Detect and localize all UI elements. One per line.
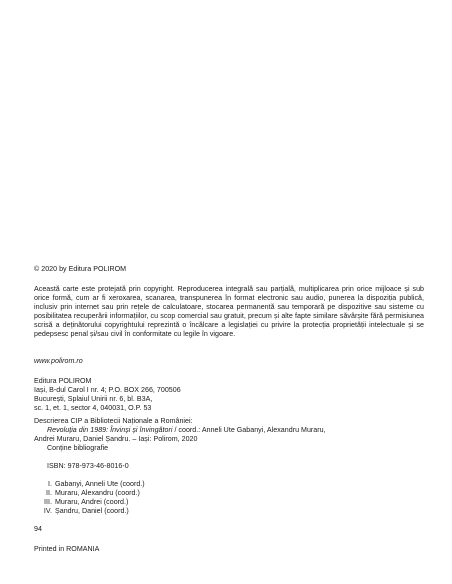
cip-description (34, 417, 424, 471)
cip-bibliography-note: Conține bibliografie (47, 444, 109, 453)
isbn: ISBN: 978-973-46-8016-0 (47, 462, 129, 471)
cip-title-line-2: Andrei Muraru, Daniel Șandru. – Iași: Polirom, 2020 (34, 435, 198, 444)
list-item (34, 498, 424, 507)
entry-text: Muraru, Alexandru (coord.) (55, 489, 140, 498)
classification-number: 94 (34, 525, 42, 533)
list-item (34, 489, 424, 498)
entry-number: III. (44, 498, 52, 507)
copyright-notice (34, 285, 424, 340)
notice-line: punerea la dispoziția publică, inclusiv prin internet sau prin rețele de calculatoare, stocarea permanentă (34, 294, 424, 312)
cip-heading: Descrierea CIP a Bibliotecii Naționale a României: (34, 417, 193, 425)
entry-text: Gabanyi, Anneli Ute (coord.) (55, 480, 145, 488)
notice-line: sau gratuit, precum și alte fapte similare săvârșite fără permisiunea scrisă a deținătorului copyrightului (34, 312, 425, 330)
address-bucuresti-line-2: sc. 1, et. 1, sector 4, 040031, O.P. 53 (34, 404, 152, 413)
copyright-line: © 2020 by Editura POLIROM (34, 265, 127, 273)
notice-line: și/sau civil în conformitate cu legile în vigoare. (89, 330, 236, 339)
notice-line: Această carte este protejată prin copyright. Reproducerea integrală sau parțială, multiplicarea prin orice (34, 285, 373, 293)
entry-text: Șandru, Daniel (coord.) (55, 507, 129, 516)
entry-number: IV. (43, 507, 52, 516)
notice-line: reprezintă o încălcare a legislației cu privire la protecția proprietății intelectuale și se pedepsesc penal (34, 321, 424, 339)
cip-title-line (34, 426, 424, 435)
publisher-name: Editura POLIROM (34, 377, 92, 385)
publisher-address (34, 377, 424, 413)
notice-line: mijloace și sub orice formă, cum ar fi xeroxarea, scanarea, transpunerea în format electronic sau audio, (34, 285, 424, 303)
address-iasi: Iași, B-dul Carol I nr. 4; P.O. BOX 266, 700506 (34, 386, 181, 395)
entry-text: Muraru, Andrei (coord.) (55, 498, 129, 507)
book-coordinators: / coord.: Anneli Ute Gabanyi, Alexandru Muraru, (172, 426, 326, 435)
entry-number: II. (46, 489, 52, 498)
book-title: Revoluția din 1989: Învinși și învingători (47, 426, 173, 435)
publisher-website: www.polirom.ro (34, 357, 83, 365)
list-item (34, 507, 424, 516)
printed-in: Printed in ROMANIA (34, 545, 100, 553)
notice-line: sau temporară pe dispozitive sau sisteme cu posibilitatea recuperării informațiilor, cu scop comercial (34, 303, 424, 321)
entry-number: I. (48, 480, 52, 488)
address-bucuresti-line-1: București, Splaiul Unirii nr. 6, bl. B3A, (34, 395, 153, 404)
coordinator-entries (34, 480, 424, 516)
list-item (34, 480, 424, 489)
